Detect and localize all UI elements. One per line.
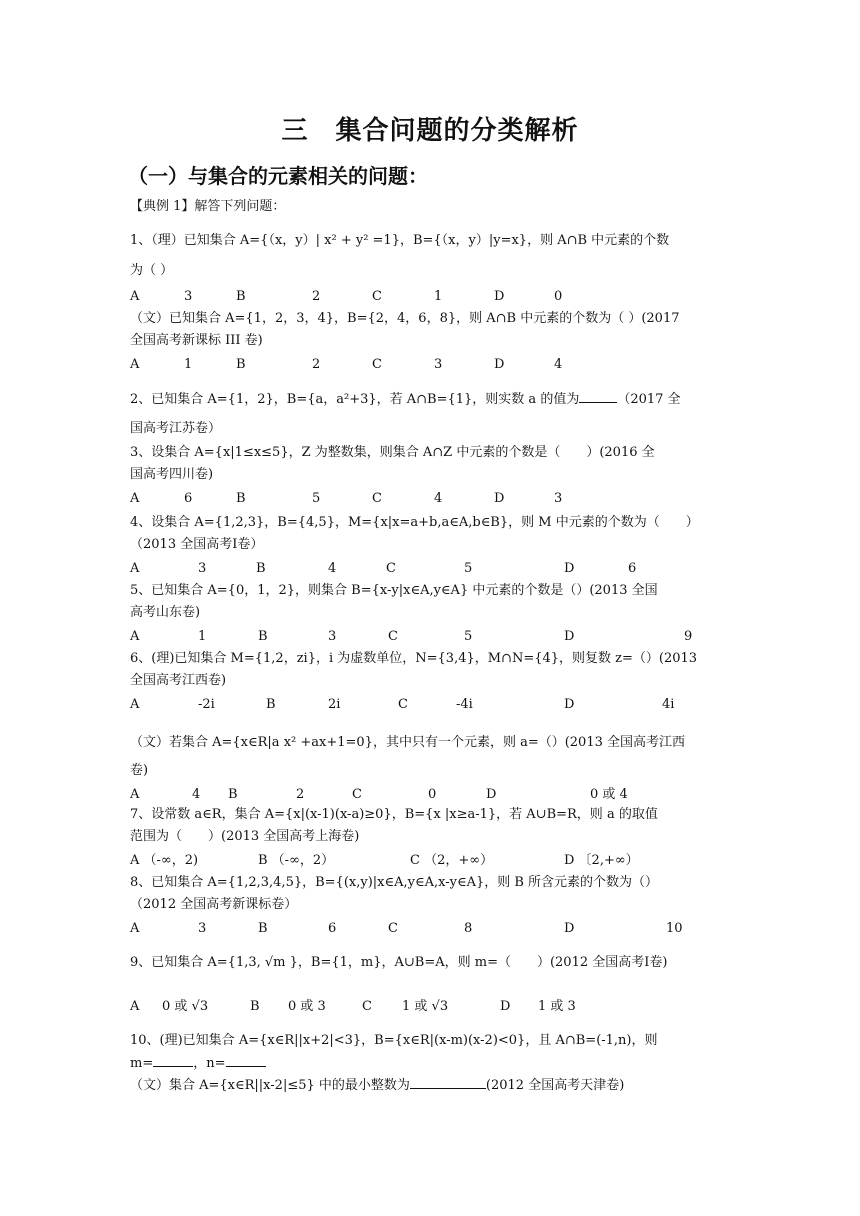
question-line: 10、(理)已知集合 A={x∈R||x+2|<3}，B={x∈R|(x-m)(x-2)<0}，且 A∩B=(-1,n)，则: [130, 1033, 658, 1048]
question-text: (2012 全国高考天津卷): [485, 1078, 625, 1093]
option-label: A: [130, 629, 140, 644]
option-label: D: [494, 289, 505, 304]
option-label: D: [564, 697, 575, 712]
option-value: 4: [434, 491, 443, 506]
option-label: C: [398, 697, 408, 712]
option-value: 2i: [328, 697, 341, 712]
question-line: 国高考江苏卷）: [130, 421, 222, 436]
question-line: 3、设集合 A={x|1≤x≤5}，Z 为整数集，则集合 A∩Z 中元素的个数是（ ）(2016 全: [130, 445, 655, 460]
option-label: B: [236, 289, 246, 304]
option-value: 3: [184, 289, 193, 304]
question-line: （2013 全国高考Ⅰ卷）: [130, 537, 264, 552]
option-value: 3: [328, 629, 337, 644]
option-label: B: [258, 629, 268, 644]
question-text: m=: [130, 1056, 154, 1071]
option-value: 1: [198, 629, 207, 644]
section-heading: （一）与集合的元素相关的问题：: [128, 164, 428, 188]
option-value: 9: [684, 629, 693, 644]
question-text: （文）集合 A={x∈R||x-2|≤5} 中的最小整数为: [130, 1078, 410, 1093]
option-value: 5: [312, 491, 321, 506]
question-text: ，n=: [193, 1056, 226, 1071]
option-label: D: [564, 921, 575, 936]
option-value: 4: [554, 357, 563, 372]
option-value: 4: [192, 787, 201, 802]
option-label: A: [130, 787, 140, 802]
option-label: B: [258, 921, 268, 936]
question-line: 5、已知集合 A={0，1，2}，则集合 B={x-y|x∈A,y∈A} 中元素的个数是（）(2013 全国: [130, 583, 658, 598]
option-value: C （2，+∞）: [410, 853, 494, 868]
option-value: B （-∞，2）: [258, 853, 335, 868]
option-value: 0 或 4: [590, 787, 628, 802]
option-value: 3: [554, 491, 563, 506]
example-intro: 【典例 1】解答下列问题：: [130, 199, 286, 214]
question-line: 高考山东卷): [130, 605, 201, 620]
option-value: 2: [296, 787, 305, 802]
option-value: 8: [464, 921, 473, 936]
option-label: C: [372, 491, 382, 506]
option-label: A: [130, 289, 140, 304]
question-line: 范围为（ ）(2013 全国高考上海卷): [130, 829, 360, 844]
option-value: 1: [434, 289, 443, 304]
option-label: D: [494, 491, 505, 506]
option-value: 1: [184, 357, 193, 372]
question-text: 2、已知集合 A={1，2}，B={a，a²+3}，若 A∩B={1}，则实数 a 的值为: [130, 392, 580, 407]
answer-blank: [410, 1076, 486, 1089]
answer-blank: [153, 1054, 193, 1067]
option-value: 4i: [662, 697, 675, 712]
option-value: -2i: [198, 697, 215, 712]
question-line: 为（ ）: [130, 263, 174, 278]
option-label: B: [250, 999, 260, 1014]
question-line: 国高考四川卷): [130, 467, 214, 482]
question-line: 6、(理)已知集合 M={1,2，zi}，i 为虚数单位，N={3,4}，M∩N={4}，则复数 z=（）(2013: [130, 651, 698, 666]
option-label: D: [564, 561, 575, 576]
option-label: A: [130, 921, 140, 936]
option-label: B: [236, 491, 246, 506]
option-label: C: [386, 561, 396, 576]
option-label: A: [130, 357, 140, 372]
option-value: 3: [198, 561, 207, 576]
option-value: 6: [328, 921, 337, 936]
option-label: C: [362, 999, 372, 1014]
option-label: B: [266, 697, 276, 712]
option-label: A: [130, 697, 140, 712]
option-label: D: [500, 999, 511, 1014]
page-title: 三 集合问题的分类解析: [281, 116, 579, 146]
question-line: （文）若集合 A={x∈R|a x² +ax+1=0}，其中只有一个元素，则 a=（）(2013 全国高考江西: [130, 735, 686, 750]
option-label: B: [256, 561, 266, 576]
option-value: 3: [434, 357, 443, 372]
question-line: 9、已知集合 A={1,3, √m }，B={1，m}，A∪B=A，则 m=（ ）(2012 全国高考Ⅰ卷): [130, 955, 668, 970]
option-label: C: [372, 357, 382, 372]
option-value: 10: [666, 921, 683, 936]
option-label: A: [130, 561, 140, 576]
option-label: B: [236, 357, 246, 372]
option-value: 2: [312, 289, 321, 304]
option-value: 0 或 √3: [162, 999, 209, 1014]
option-value: 0: [428, 787, 437, 802]
option-value: 0 或 3: [288, 999, 326, 1014]
question-line: 全国高考江西卷): [130, 673, 227, 688]
option-label: A: [130, 999, 140, 1014]
option-value: 0: [554, 289, 563, 304]
question-line: 4、设集合 A={1,2,3}，B={4,5}，M={x|x=a+b,a∈A,b∈B}，则 M 中元素的个数为（ ）: [130, 515, 699, 530]
question-line: 7、设常数 a∈R，集合 A={x|(x-1)(x-a)≥0}，B={x |x≥a-1}，若 A∪B=R，则 a 的取值: [130, 807, 658, 822]
option-value: 6: [628, 561, 637, 576]
question-line: 卷): [130, 763, 149, 778]
option-value: -4i: [456, 697, 473, 712]
option-value: 3: [198, 921, 207, 936]
option-value: 1 或 3: [538, 999, 576, 1014]
question-line: [130, 390, 681, 409]
answer-blank: [579, 390, 617, 403]
question-line: （2012 全国高考新课标卷）: [130, 897, 298, 912]
question-line: （文）已知集合 A={1，2，3，4}，B={2，4，6，8}，则 A∩B 中元素的个数为（ ）(2017: [130, 311, 680, 326]
option-label: B: [228, 787, 238, 802]
option-value: 4: [328, 561, 337, 576]
answer-blank: [226, 1054, 266, 1067]
question-line: 全国高考新课标 III 卷): [130, 333, 263, 348]
option-label: D: [494, 357, 505, 372]
question-line: 1、（理）已知集合 A={（x，y）| x² + y² =1}，B={（x，y）|y=x}，则 A∩B 中元素的个数: [130, 233, 670, 248]
option-value: 6: [184, 491, 193, 506]
option-label: D: [486, 787, 497, 802]
question-text: （2017 全: [617, 392, 681, 407]
option-value: 5: [464, 561, 473, 576]
option-label: C: [388, 921, 398, 936]
option-value: 2: [312, 357, 321, 372]
option-label: D: [564, 629, 575, 644]
option-label: A: [130, 491, 140, 506]
option-value: 1 或 √3: [402, 999, 449, 1014]
option-value: D 〔2,+∞）: [564, 853, 639, 868]
question-line: [130, 1054, 266, 1073]
option-label: C: [352, 787, 362, 802]
option-label: C: [388, 629, 398, 644]
question-line: 8、已知集合 A={1,2,3,4,5}，B={(x,y)|x∈A,y∈A,x-y∈A}，则 B 所含元素的个数为（）: [130, 875, 659, 890]
option-value: A （-∞，2): [130, 853, 199, 868]
option-label: C: [372, 289, 382, 304]
question-line: [130, 1076, 624, 1095]
option-value: 5: [464, 629, 473, 644]
